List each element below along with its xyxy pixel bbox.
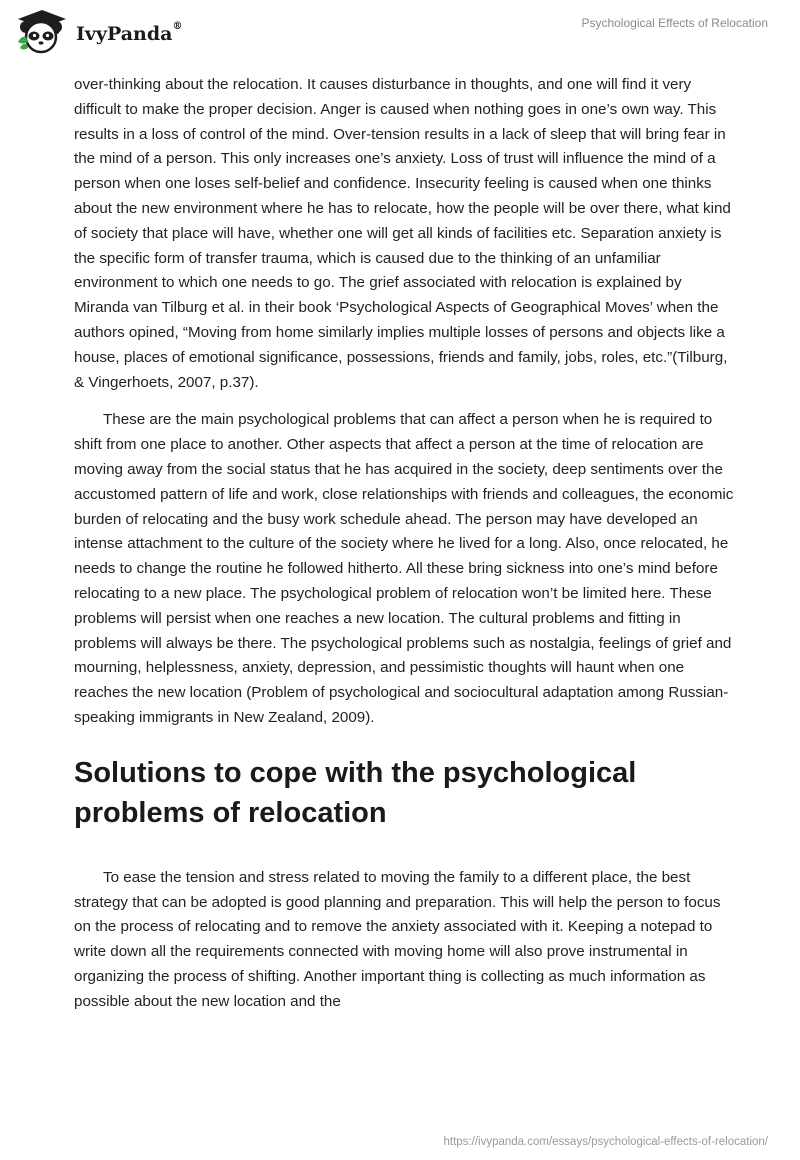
- brand-name: IvyPanda®: [76, 21, 183, 45]
- article-body: [74, 73, 734, 1015]
- registered-mark: ®: [172, 21, 183, 32]
- paragraph: To ease the tension and stress related to moving the family to a different place, the best strategy that can be adopted is good planning and preparation. This will help the person to focus on the process of relocating and to remove the anxiety associated with it. Keeping a notepad to write down all the requirements connected with moving home will also prove instrumental in organizing the process of shifting. Another important thing is collecting as much information as possible about the new location and the: [74, 868, 721, 1010]
- panda-graduate-icon: [14, 8, 70, 56]
- paragraph: These are the main psychological problems that can affect a person when he is required to shift from one place to another. Other aspects that affect a person at the time of relocation are moving away from the social status that he has acquired in the society, deep sentiments over the accustomed pattern of life and work, close relationships with friends and colleagues, the economic burden of relocating and the busy work schedule ahead. The person may have developed an intense attachment to the culture of the society where he lived for a long. Also, once relocated, he needs to change the routine he followed hitherto. All these bring sickness into one’s mind before relocating to a new place. The psychological problem of relocation won’t be limited here. These problems will persist when one reaches a new location. The cultural problems and fitting in problems will always be there. The psychological problems such as nostalgia, feelings of grief and mourning, helplessness, anxiety, depression, and pessimistic thoughts will haunt when one reaches the new location (Problem of psychological and sociocultural adaptation among Russian- speaking immigrants in New Zealand, 2009).: [74, 411, 734, 726]
- document-title: Psychological Effects of Relocation: [581, 16, 768, 30]
- source-url[interactable]: https://ivypanda.com/essays/psychological-effects-of-relocation/: [443, 1136, 768, 1148]
- paragraph: over-thinking about the relocation. It causes disturbance in thoughts, and one will find it very difficult to make the proper decision. Anger is caused when nothing goes in one’s own way. This results in a loss of control of the mind. Over-tension results in a lack of sleep that will bring fear in the mind of a person. This only increases one’s anxiety. Loss of trust will influence the mind of a person when one loses self-belief and confidence. Insecurity feeling is caused when one thinks about the new environment where he has to relocate, how the people will be over there, what kind of society that place will have, whether one will get all kinds of facilities etc. Separation anxiety is the specific form of transfer trauma, which is caused due to the thinking of an unfamiliar environment to which one needs to go. The grief associated with relocation is explained by Miranda van Tilburg et al. in their book ‘Psychological Aspects of Geographical Moves’ when the authors opined, “Moving from home similarly implies multiple losses of persons and objects like a house, places of emotional significance, possessions, friends and family, jobs, roles, etc.”(Tilburg, & Vingerhoets, 2007, p.37).: [74, 76, 731, 391]
- section-heading: Solutions to cope with the psychological problems of relocation: [74, 756, 637, 829]
- logo[interactable]: [14, 8, 182, 56]
- page-header: [0, 0, 800, 70]
